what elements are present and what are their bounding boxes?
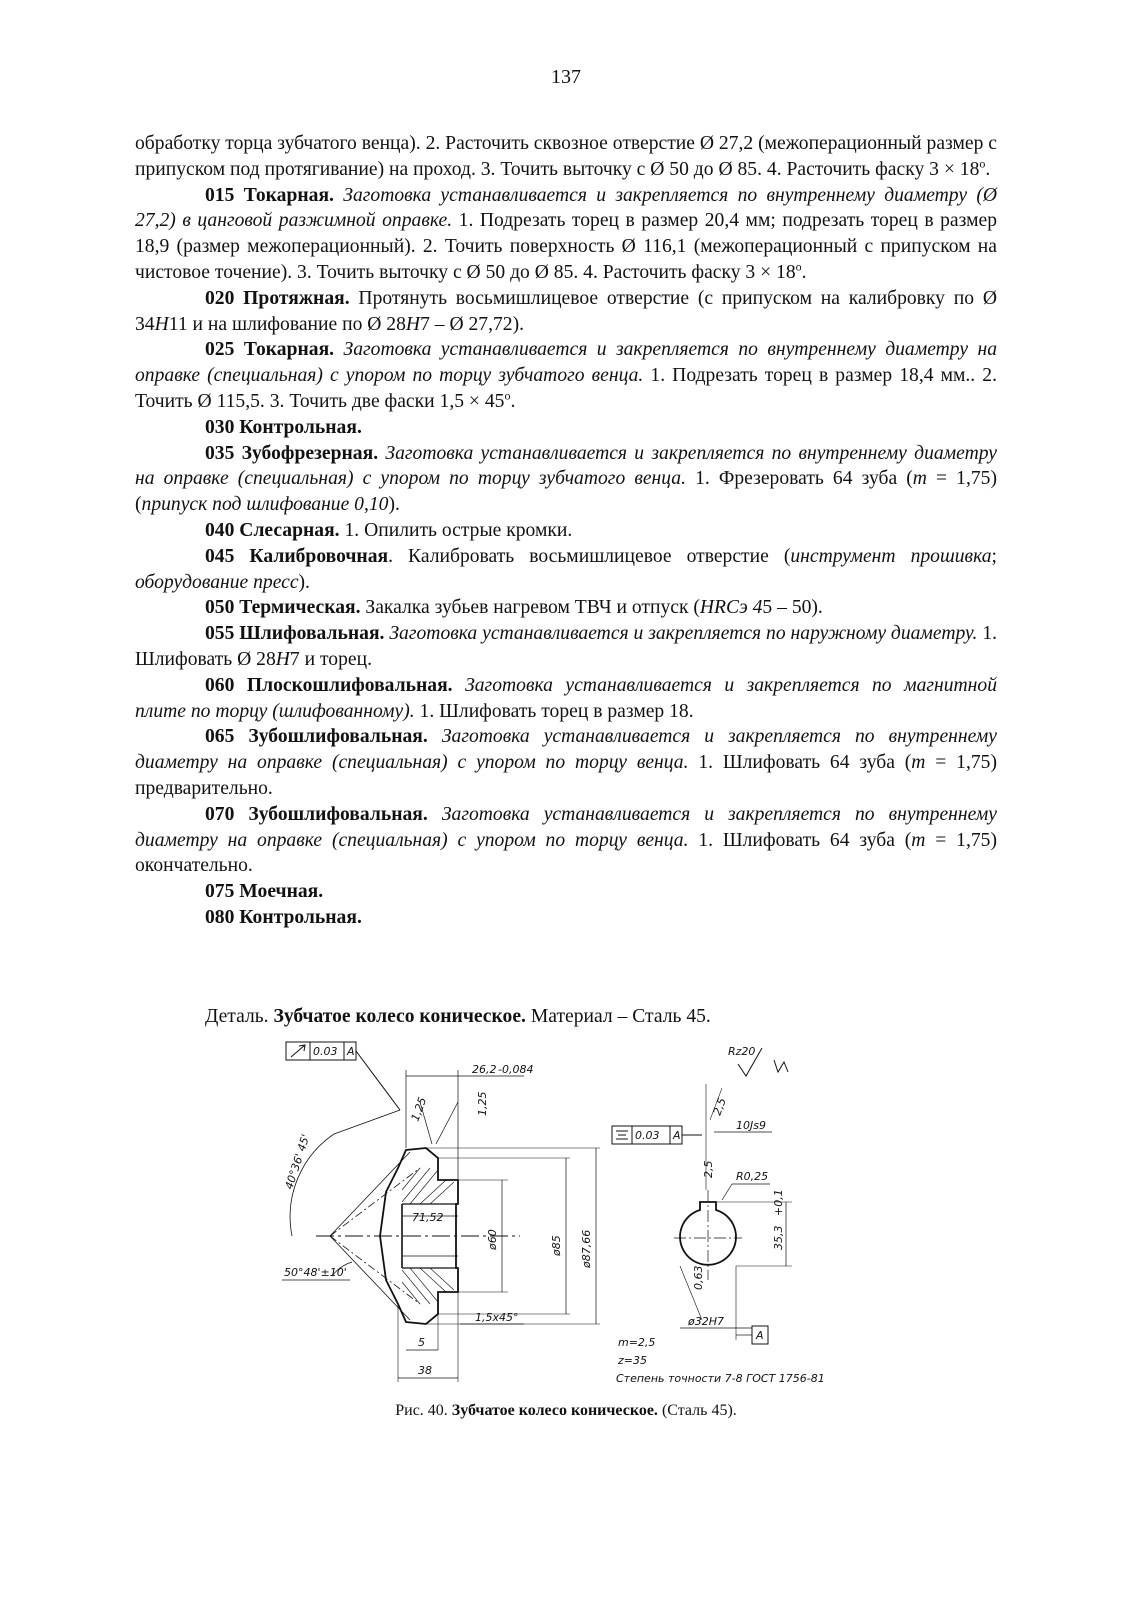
paragraph (135, 544, 997, 596)
datum-a-label: A (756, 1329, 764, 1342)
dim-d87-66: ø87,66 (580, 1229, 593, 1268)
paragraph-text: о (504, 388, 511, 403)
paragraph-text: Заготовка устанавливается и закрепляется по внутреннему диаметру на оправке (специальная) с упором по торцу зубчатого венца. (135, 442, 997, 490)
operation-heading: 055 Шлифовальная. (205, 623, 385, 645)
paragraph-text (334, 339, 343, 360)
paragraph-text: H (405, 313, 421, 335)
paragraph (135, 415, 997, 441)
paragraph-text: 1. Подрезать торец в размер 18,4 мм.. 2. Точить Ø 115,5. 3. Точить две фаски 1,5 × 45 (135, 365, 997, 412)
dim-2-5-top: 2,5 (710, 1096, 729, 1118)
dim-35-3: 35,3 (772, 1225, 785, 1250)
dim-chamfer: 1,5x45° (475, 1311, 519, 1324)
paragraph (135, 802, 997, 879)
paragraph-text: 1. Шлифовать торец в размер 18. (414, 700, 694, 722)
paragraph-text (428, 726, 442, 747)
paragraph-text: . (510, 390, 516, 412)
operation-heading: 065 Зубошлифовальная. (205, 726, 428, 748)
operation-heading: 060 Плоскошлифовальная. (205, 674, 453, 696)
paragraph (135, 879, 997, 905)
dim-10js9: 10Js9 (736, 1119, 766, 1132)
paragraph-text: . Калибровать восьмишлицевое отверстие ( (388, 545, 791, 567)
paragraph-text: ). (298, 571, 310, 593)
paragraph (135, 905, 997, 931)
operation-heading: 080 Контрольная. (205, 906, 362, 928)
dim-26-2: 26,2 (472, 1063, 497, 1076)
paragraph-text: о (979, 156, 986, 171)
technical-drawing (270, 1040, 850, 1395)
dim-1-25-right: 1,25 (476, 1091, 489, 1116)
paragraph-text: 1. Шлифовать 64 зуба ( (688, 829, 912, 851)
paragraph-text: Протянуть восьмишлицевое отверстие (с припуском на калибровку по Ø 34 (135, 287, 997, 335)
paragraph-text (453, 675, 465, 696)
paragraph-text: ; (991, 545, 997, 567)
paragraph-text: m (911, 752, 926, 774)
paragraph (135, 337, 997, 414)
paragraph-text: обработку торца зубчатого венца). 2. Расточить сквозное отверстие Ø 27,2 (межоперационный размер с припуском под протягивание) на проход. 3. Точить выточку с Ø 50 до Ø 85. 4. Расточить фаску 3 × 18 (135, 133, 997, 180)
paragraph-text: m (912, 468, 927, 490)
paragraph-text: . (801, 261, 807, 283)
symmetry-value: 0.03 (635, 1129, 660, 1142)
paragraph (135, 595, 997, 621)
body-text (135, 131, 997, 931)
paragraph-text: m (911, 829, 926, 851)
paragraph-text: 5 – 50). (762, 597, 823, 619)
paragraph-text: = 1,75) предварительно. (135, 752, 997, 799)
dim-2-5-mid: 2,5 (702, 1160, 715, 1178)
caption-title: Зубчатое колесо коническое. (451, 1402, 658, 1419)
paragraph (135, 441, 997, 518)
paragraph-text: инструмент прошивка (790, 545, 992, 567)
paragraph (135, 131, 997, 183)
dim-71-52: 71,52 (412, 1211, 444, 1224)
paragraph-text: оборудование пресс (135, 571, 299, 593)
dim-35-3-tol: +0,1 (772, 1189, 785, 1216)
paragraph-text: HRCэ 4 (699, 597, 763, 619)
paragraph-text: ). (388, 494, 400, 516)
figure-caption (0, 1402, 1132, 1420)
teeth-note: z=35 (618, 1354, 647, 1367)
detail-label: Деталь. (205, 1006, 269, 1027)
caption-suffix: (Сталь 45). (661, 1402, 737, 1419)
paragraph-text: припуск под шлифование 0,10 (141, 494, 389, 516)
paragraph (135, 183, 997, 286)
paragraph-text: 1. Шлифовать Ø 28 (135, 623, 998, 670)
dim-0-63: 0,63 (692, 1265, 705, 1290)
gear-section-view (282, 1042, 600, 1382)
cone-angle-inner: 50°48'±10' (284, 1266, 347, 1279)
roughness-rz20: Rz20 (728, 1045, 756, 1058)
paragraph-text: 1. Опилить острые кромки. (339, 519, 573, 541)
operation-heading: 020 Протяжная. (205, 287, 350, 309)
hub-end-view (612, 1045, 825, 1385)
dim-r025: R0,25 (736, 1170, 769, 1183)
cone-angle-outer: 40°36' 45' (282, 1132, 313, 1191)
dim-38: 38 (418, 1364, 432, 1377)
operation-heading: 050 Термическая. (205, 597, 361, 619)
page-number: 137 (551, 66, 581, 88)
dim-d60: ø60 (486, 1229, 499, 1250)
paragraph-text (334, 185, 343, 206)
symmetry-tolerance-frame (612, 1126, 702, 1144)
paragraph-text: = 1,75) окончательно. (135, 829, 997, 877)
paragraph-text: H (154, 313, 169, 335)
runout-value: 0.03 (313, 1045, 338, 1058)
paragraph-text: Заготовка устанавливается и закрепляется по наружному диаметру. (389, 623, 978, 645)
operation-heading: 045 Калибровочная (205, 545, 389, 567)
paragraph (135, 621, 997, 673)
paragraph-text (428, 804, 442, 825)
paragraph (135, 518, 997, 544)
paragraph-text: 11 и на шлифование по Ø 28 (168, 313, 406, 335)
paragraph-text: 1. Шлифовать 64 зуба ( (688, 752, 912, 774)
symmetry-datum: A (673, 1129, 681, 1142)
detail-heading (205, 1006, 711, 1028)
operation-heading: 035 Зубофрезерная. (205, 442, 379, 464)
paragraph-text: 1. Подрезать торец в размер 20,4 мм; подрезать торец в размер 18,9 (размер межоперационный). 2. Точить поверхность Ø 116,1 (межоперационный с припуском на чистовое точение). 3. Точить выточку с Ø 50 до Ø 85. 4. Расточить фаску 3 × 18 (135, 210, 997, 283)
paragraph-text: Заготовка устанавливается и закрепляется по внутреннему диаметру (Ø 27,2) в цанговой разжимной оправке. (135, 184, 997, 232)
paragraph-text: 1. Фрезеровать 64 зуба ( (686, 468, 913, 490)
dim-5: 5 (418, 1336, 425, 1349)
operation-heading: 070 Зубошлифовальная. (205, 803, 428, 825)
detail-name: Зубчатое колесо коническое. (273, 1006, 526, 1027)
caption-prefix: Рис. 40. (395, 1402, 448, 1419)
operation-heading: 025 Токарная. (205, 339, 335, 361)
paragraph-text: 7 и торец. (289, 648, 372, 670)
paragraph-text: H (275, 648, 290, 670)
paragraph-text: Заготовка устанавливается и закрепляется по внутреннему диаметру на оправке (специальная) с упором по торцу венца. (135, 803, 998, 851)
paragraph-text: Закалка зубьев нагревом ТВЧ и отпуск ( (360, 597, 700, 619)
dim-26-2-tol: -0,084 (498, 1063, 534, 1076)
dim-d85: ø85 (550, 1235, 563, 1256)
dim-1-25-left: 1,25 (408, 1095, 430, 1124)
operation-heading: 075 Моечная. (205, 881, 324, 903)
module-note: m=2,5 (618, 1336, 656, 1349)
paragraph-text: 7 – Ø 27,72). (420, 313, 525, 335)
dim-d32h7: ø32H7 (688, 1315, 724, 1328)
detail-material: Материал – Сталь 45. (530, 1006, 711, 1027)
operation-heading: 030 Контрольная. (205, 416, 362, 438)
operation-heading: 015 Токарная. (205, 184, 334, 206)
paragraph-text: = 1,75) ( (135, 468, 998, 516)
runout-tolerance-frame (286, 1042, 400, 1110)
paragraph (135, 724, 997, 801)
paragraph-text: Заготовка устанавливается и закрепляется по внутреннему диаметру на оправке (специальная) с упором по торцу венца. (135, 726, 998, 774)
operation-heading: 040 Слесарная. (205, 519, 340, 541)
paragraph-text: о (795, 259, 802, 274)
runout-datum: A (347, 1045, 355, 1058)
accuracy-note: Степень точности 7-8 ГОСТ 1756-81 (616, 1372, 825, 1385)
paragraph-text: . (985, 158, 991, 180)
paragraph-text: Заготовка устанавливается и закрепляется по внутреннему диаметру на оправке (специальная) с упором по торцу зубчатого венца. (135, 339, 997, 387)
paragraph (135, 673, 997, 725)
paragraph (135, 286, 997, 338)
paragraph-text: Заготовка устанавливается и закрепляется по магнитной плите по торцу (шлифованному). (135, 674, 997, 722)
